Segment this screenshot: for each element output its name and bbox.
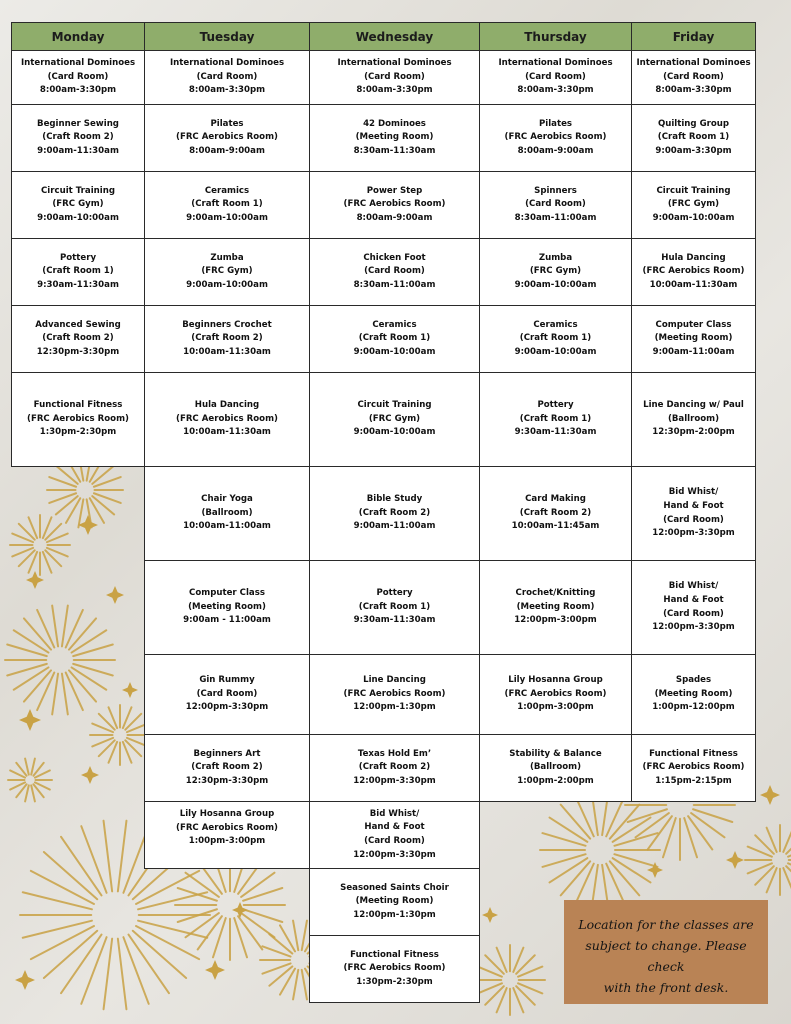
class-name: Beginners Crochet [182, 319, 272, 330]
class-room: (FRC Aerobics Room) [642, 762, 745, 773]
class-time: 8:30am-11:00am [353, 279, 436, 290]
class-time: 9:30am-11:30am [514, 427, 597, 438]
class-cell [479, 104, 632, 172]
class-time: 9:00am-10:00am [186, 212, 268, 223]
class-time: 10:00am-11:45am [511, 521, 600, 532]
class-room: (Craft Room 1) [657, 132, 730, 143]
class-time: 12:00pm-3:30pm [652, 622, 735, 633]
class-cell [631, 104, 756, 172]
class-cell [309, 305, 480, 373]
class-cell [309, 104, 480, 172]
class-room: (FRC Gym) [667, 199, 720, 210]
header-friday: Friday [631, 22, 756, 51]
class-room: (Craft Room 2) [42, 333, 114, 344]
class-time: 8:00am-3:30pm [188, 85, 266, 96]
class-time: 9:00am-10:00am [186, 279, 268, 290]
class-time: 9:00am-10:00am [514, 346, 597, 357]
class-cell [144, 372, 310, 467]
class-time: 10:00am-11:30am [183, 427, 271, 438]
class-name: Hula Dancing [194, 400, 260, 411]
class-time: 1:30pm-2:30pm [356, 976, 433, 987]
class-room: (Card Room) [364, 71, 425, 82]
class-cell [11, 372, 145, 467]
class-time: 8:00am-3:30pm [517, 85, 594, 96]
class-room: (Craft Room 2) [358, 762, 431, 773]
class-cell [144, 560, 310, 655]
class-cell [631, 466, 756, 561]
class-time: 9:00am-11:00am [652, 346, 735, 357]
class-time: 8:00am-3:30pm [356, 85, 433, 96]
class-room: (Ballroom) [201, 507, 253, 518]
class-time: 1:15pm-2:15pm [655, 775, 732, 786]
class-name: Line Dancing w/ Paul [643, 400, 744, 411]
class-name: Hula Dancing [661, 252, 726, 263]
class-room: (FRC Aerobics Room) [343, 199, 446, 210]
class-name: Ceramics [533, 319, 578, 330]
class-name: Pottery [59, 252, 97, 263]
class-room: (Card Room) [663, 514, 724, 525]
class-name: Pilates [538, 118, 573, 129]
class-time: 9:00am-11:30am [37, 145, 119, 156]
class-name: Quilting Group [657, 118, 730, 129]
class-cell [11, 171, 145, 239]
class-name: Zumba [210, 252, 244, 263]
class-time: 8:00am-3:30pm [39, 85, 117, 96]
class-name: Ceramics [204, 185, 250, 196]
class-time: 9:00am-10:00am [514, 279, 597, 290]
class-room: (Card Room) [47, 71, 109, 82]
class-room: (Craft Room 1) [519, 413, 592, 424]
class-time: 8:00am-9:00am [189, 145, 265, 156]
class-room: (FRC Gym) [201, 266, 253, 277]
class-cell [309, 935, 480, 1003]
class-cell [309, 372, 480, 467]
class-room: (FRC Aerobics Room) [343, 963, 446, 974]
class-room: (Craft Room 2) [519, 507, 592, 518]
class-room: (FRC Aerobics Room) [642, 266, 745, 277]
class-cell [144, 654, 310, 735]
class-time: 1:30pm-2:30pm [39, 427, 117, 438]
class-name: International Dominoes [337, 58, 452, 69]
class-cell [309, 560, 480, 655]
class-name: Computer Class [189, 588, 265, 599]
class-room: (FRC Aerobics Room) [176, 822, 278, 833]
class-name: Bid Whist/ [369, 808, 420, 819]
class-time: 12:00pm-3:30pm [185, 702, 269, 713]
class-time: 8:00am-3:30pm [655, 85, 732, 96]
class-room: (Card Room) [525, 199, 586, 210]
class-cell [11, 305, 145, 373]
class-name: Beginner Sewing [37, 118, 119, 129]
class-name: Advanced Sewing [35, 319, 121, 330]
class-name: Spades [675, 675, 712, 686]
class-time: 12:00pm-1:30pm [353, 909, 436, 920]
class-cell [144, 734, 310, 802]
class-time: 9:00am - 11:00am [183, 615, 271, 626]
class-room: (Craft Room 2) [191, 762, 263, 773]
class-room: (FRC Aerobics Room) [343, 688, 446, 699]
class-time: 10:00am-11:30am [183, 346, 271, 357]
class-time: 8:00am-9:00am [517, 145, 594, 156]
class-name: Lily Hosanna Group [508, 675, 603, 686]
class-cell [144, 104, 310, 172]
class-room: (FRC Gym) [52, 199, 104, 210]
class-name: Bid Whist/ [668, 487, 719, 498]
class-cell [11, 104, 145, 172]
class-time: 12:00pm-3:00pm [514, 615, 597, 626]
class-name-2: Hand & Foot [663, 594, 724, 605]
class-name: Bid Whist/ [668, 581, 719, 592]
class-name: International Dominoes [169, 58, 285, 69]
class-name: Beginners Art [193, 748, 261, 759]
class-room: (Craft Room 1) [191, 199, 263, 210]
class-cell [631, 560, 756, 655]
class-time: 9:00am-10:00am [353, 427, 436, 438]
class-time: 12:30pm-2:00pm [652, 427, 735, 438]
class-room: (Meeting Room) [654, 688, 733, 699]
class-cell [479, 372, 632, 467]
class-time: 1:00pm-3:00pm [517, 702, 594, 713]
class-cell [144, 171, 310, 239]
class-cell [144, 466, 310, 561]
class-cell [144, 238, 310, 306]
class-room: (Meeting Room) [516, 601, 595, 612]
class-name: Chair Yoga [201, 494, 253, 505]
class-cell [631, 171, 756, 239]
class-room: (Meeting Room) [355, 896, 434, 907]
class-name: Pottery [376, 588, 413, 599]
class-time: 12:00pm-3:30pm [353, 775, 436, 786]
class-name: Crochet/Knitting [515, 588, 596, 599]
class-cell [144, 305, 310, 373]
class-cell [309, 734, 480, 802]
class-room: (Meeting Room) [654, 333, 733, 344]
class-time: 9:00am-10:00am [37, 212, 119, 223]
class-cell [479, 560, 632, 655]
class-cell [631, 305, 756, 373]
class-time: 9:00am-3:30pm [655, 145, 732, 156]
class-cell [631, 654, 756, 735]
class-name: Spinners [534, 185, 577, 196]
class-time: 9:00am-10:00am [652, 212, 735, 223]
class-room: (FRC Aerobics Room) [27, 413, 129, 424]
class-name: Line Dancing [363, 675, 426, 686]
class-name: Seasoned Saints Choir [340, 882, 449, 893]
header-tuesday: Tuesday [144, 22, 310, 51]
class-cell [144, 50, 310, 105]
notice-line: with the front desk. [603, 980, 729, 995]
class-room: (FRC Aerobics Room) [176, 132, 278, 143]
class-time: 9:00am-11:00am [353, 521, 436, 532]
class-time: 9:30am-11:30am [37, 279, 119, 290]
class-cell [144, 801, 310, 869]
class-cell [309, 238, 480, 306]
class-room: (Craft Room 1) [519, 333, 592, 344]
class-time: 1:00pm-2:00pm [517, 775, 594, 786]
class-room: (Craft Room 1) [42, 266, 114, 277]
class-cell [631, 734, 756, 802]
class-name: Pilates [210, 118, 244, 129]
class-time: 12:30pm-3:30pm [185, 775, 269, 786]
class-time: 10:00am-11:00am [183, 521, 271, 532]
class-room: (Card Room) [364, 836, 425, 846]
class-room: (Ballroom) [667, 413, 720, 424]
class-time: 12:00pm-3:30pm [353, 849, 436, 860]
class-name: Circuit Training [41, 185, 115, 196]
class-name: International Dominoes [498, 58, 613, 69]
class-cell [479, 238, 632, 306]
class-time: 12:30pm-3:30pm [36, 346, 120, 357]
class-time: 9:00am-10:00am [353, 346, 436, 357]
class-time: 1:00pm-3:00pm [188, 836, 266, 847]
class-room: (FRC Gym) [529, 266, 582, 277]
class-cell [309, 466, 480, 561]
notice-line: subject to change. Please check [585, 938, 747, 974]
class-name: Bible Study [366, 494, 423, 505]
class-name: Chicken Foot [363, 252, 426, 263]
class-name: Lily Hosanna Group [179, 809, 275, 819]
class-name: Zumba [538, 252, 573, 263]
class-room: (Ballroom) [529, 762, 582, 773]
class-room: (Craft Room 2) [358, 507, 431, 518]
class-cell [631, 50, 756, 105]
class-time: 8:30am-11:00am [514, 212, 597, 223]
class-room: (Craft Room 2) [191, 333, 263, 344]
class-name: 42 Dominoes [363, 118, 426, 129]
class-time: 8:00am-9:00am [356, 212, 433, 223]
class-room: (Meeting Room) [188, 601, 266, 612]
class-time: 12:00pm-3:30pm [652, 528, 735, 539]
class-room: (Craft Room 2) [42, 132, 114, 143]
class-room: (Card Room) [364, 266, 425, 277]
class-room: (Card Room) [196, 71, 258, 82]
class-cell [479, 171, 632, 239]
class-name: Circuit Training [357, 400, 432, 411]
class-cell [631, 238, 756, 306]
class-room: (Craft Room 1) [358, 601, 431, 612]
class-cell [309, 801, 480, 869]
class-room: (Craft Room 1) [358, 333, 431, 344]
class-cell [479, 305, 632, 373]
class-room: (FRC Aerobics Room) [504, 688, 607, 699]
class-name: Card Making [525, 494, 586, 505]
class-cell [309, 868, 480, 936]
class-room: (Meeting Room) [355, 132, 434, 143]
class-name: Stability & Balance [509, 748, 602, 759]
class-name: Ceramics [372, 319, 417, 330]
class-name: Texas Hold Em’ [357, 748, 432, 759]
class-room: (Card Room) [663, 608, 724, 619]
location-notice [564, 900, 768, 1004]
class-name: Computer Class [655, 319, 732, 330]
class-time: 10:00am-11:30am [649, 279, 738, 290]
class-name-2: Hand & Foot [663, 500, 724, 511]
class-time: 9:30am-11:30am [353, 615, 436, 626]
class-cell [309, 171, 480, 239]
class-name: Functional Fitness [350, 949, 439, 960]
class-name: International Dominoes [636, 58, 751, 69]
class-name: Gin Rummy [199, 675, 255, 686]
header-thursday: Thursday [479, 22, 632, 51]
header-wednesday: Wednesday [309, 22, 480, 51]
class-cell [309, 654, 480, 735]
class-time: 12:00pm-1:30pm [353, 702, 436, 713]
class-name: Pottery [537, 400, 574, 411]
class-name: Functional Fitness [649, 748, 738, 759]
class-cell [11, 50, 145, 105]
class-room: (FRC Gym) [368, 413, 421, 424]
class-room: (Card Room) [525, 71, 586, 82]
class-time: 8:30am-11:30am [353, 145, 436, 156]
class-cell [479, 50, 632, 105]
class-name: Power Step [366, 185, 423, 196]
class-name-2: Hand & Foot [364, 822, 425, 833]
class-cell [479, 466, 632, 561]
class-cell [631, 372, 756, 467]
class-name: International Dominoes [20, 58, 136, 69]
class-room: (Card Room) [663, 71, 724, 82]
class-room: (FRC Aerobics Room) [504, 132, 607, 143]
class-cell [309, 50, 480, 105]
class-cell [479, 734, 632, 802]
header-monday: Monday [11, 22, 145, 51]
notice-line: Location for the classes are [578, 917, 754, 932]
class-name: Functional Fitness [33, 400, 123, 411]
class-room: (FRC Aerobics Room) [176, 413, 278, 424]
class-cell [479, 654, 632, 735]
class-time: 1:00pm-12:00pm [652, 702, 735, 713]
class-cell [11, 238, 145, 306]
class-name: Circuit Training [656, 185, 731, 196]
class-room: (Card Room) [196, 688, 258, 699]
